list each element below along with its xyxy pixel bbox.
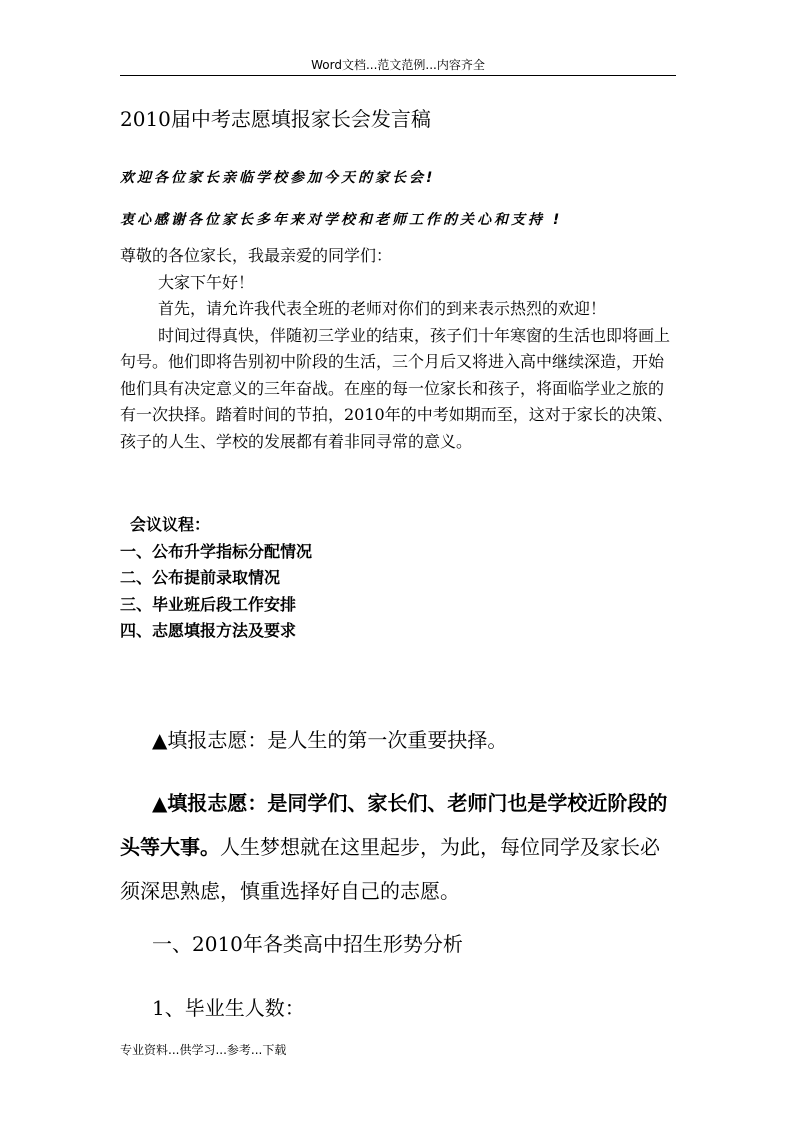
page-footer: 专业资料...供学习...参考...下载	[120, 1043, 287, 1057]
intro-paragraph: 时间过得真快，伴随初三学业的结束，孩子们十年寒窗的生活也即将画上句号。他们即将告别初中阶段的生活，三个月后又将进入高中继续深造，开始他们具有决定意义的三年奋战。在座的每一位家长和孩子，将面临学业之旅的有一次抉择。踏着时间的节拍，2010年的中考如期而至，这对于家长的决策、孩子的人生、学校的发展都有着非同寻常的意义。	[120, 325, 673, 451]
header-divider	[120, 75, 676, 76]
subsection-heading: 1、毕业生人数：	[152, 996, 305, 1020]
agenda-item: 一、公布升学指标分配情况	[120, 541, 313, 561]
point-two-bold: ▲填报志愿：是同学们、家长们、老师门也是学校近阶段的头等大事。	[120, 791, 668, 859]
point-two	[120, 781, 676, 913]
welcome-line: 欢迎各位家长亲临学校参加今天的家长会!	[120, 170, 436, 186]
agenda-item: 二、公布提前录取情况	[120, 568, 281, 587]
greeting: 大家下午好！	[158, 272, 255, 292]
section-heading: 一、2010年各类高中招生形势分析	[152, 932, 463, 956]
welcome-paragraph: 首先，请允许我代表全班的老师对你们的到来表示热烈的欢迎！	[158, 299, 607, 318]
salutation: 尊敬的各位家长，我最亲爱的同学们：	[120, 246, 393, 265]
agenda-section	[120, 512, 676, 645]
thanks-line: 衷心感谢各位家长多年来对学校和老师工作的关心和支持 !	[120, 212, 563, 228]
agenda-item: 三、毕业班后段工作安排	[120, 594, 297, 614]
point-two-rest: 人生梦想就在这里起步，为此，每位同学及家长必须深思熟虑，慎重选择好自己的志愿。	[120, 835, 660, 903]
intro-section	[120, 243, 676, 455]
agenda-title: 会议议程：	[130, 515, 211, 534]
document-title: 2010届中考志愿填报家长会发言稿	[120, 107, 431, 131]
page-header: Word文档...范文范例...内容齐全	[311, 58, 485, 72]
point-one: ▲填报志愿：是人生的第一次重要抉择。	[152, 728, 508, 752]
agenda-item: 四、志愿填报方法及要求	[120, 621, 297, 640]
